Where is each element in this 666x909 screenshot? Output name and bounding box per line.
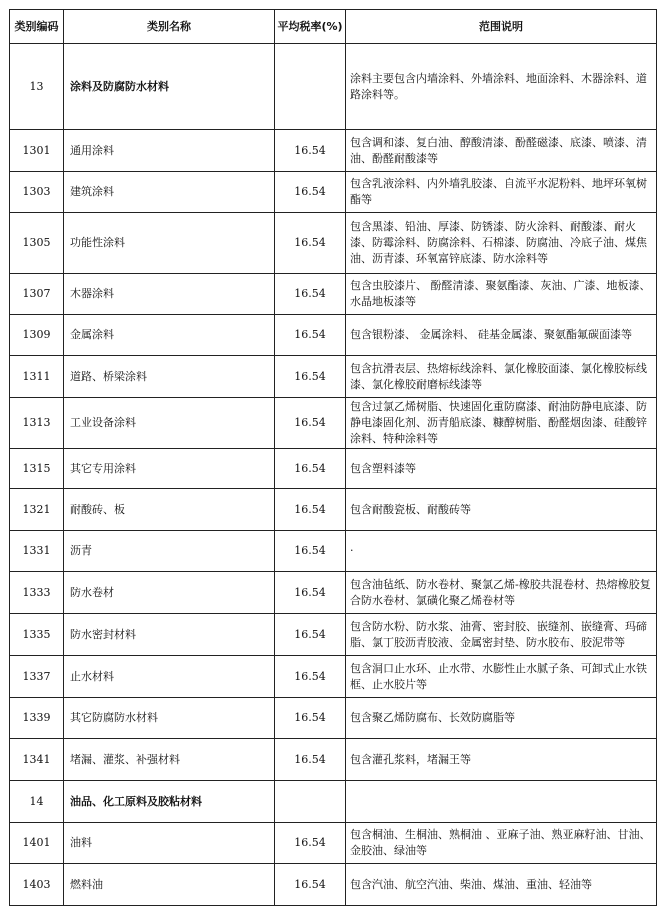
category-row [10, 44, 657, 130]
table-row [10, 449, 657, 489]
row-code: 1305 [10, 213, 64, 274]
table-row [10, 356, 657, 398]
row-code: 1333 [10, 572, 64, 614]
row-description: 包含塑料漆等 [346, 449, 657, 489]
row-rate [275, 781, 346, 823]
row-name: 防水卷材 [64, 572, 275, 614]
table-row [10, 315, 657, 356]
row-description: 包含调和漆、复白油、醇酸清漆、酚醛磁漆、底漆、喷漆、清油、酚醛耐酸漆等 [346, 130, 657, 172]
table-row [10, 572, 657, 614]
table-row [10, 531, 657, 572]
row-code: 1339 [10, 698, 64, 739]
row-rate: 16.54 [275, 489, 346, 531]
row-description: 包含银粉漆、 金属涂料、 硅基金属漆、聚氨酯氟碳面漆等 [346, 315, 657, 356]
header-name: 类别名称 [64, 10, 275, 44]
row-rate: 16.54 [275, 172, 346, 213]
row-code: 1311 [10, 356, 64, 398]
table-row [10, 614, 657, 656]
row-code: 13 [10, 44, 64, 130]
row-description: 涂料主要包含内墙涂料、外墙涂料、地面涂料、木器涂料、道路涂料等。 [346, 44, 657, 130]
table-row [10, 213, 657, 274]
row-name: 木器涂料 [64, 274, 275, 315]
row-rate: 16.54 [275, 572, 346, 614]
row-code: 1309 [10, 315, 64, 356]
row-name: 功能性涂料 [64, 213, 275, 274]
row-code: 1315 [10, 449, 64, 489]
table-row [10, 130, 657, 172]
row-description: · [346, 531, 657, 572]
row-rate: 16.54 [275, 213, 346, 274]
table-row [10, 274, 657, 315]
row-rate: 16.54 [275, 656, 346, 698]
row-description: 包含黑漆、铅油、厚漆、防锈漆、防火涂料、耐酸漆、耐火漆、防霉涂料、防腐涂料、石棉漆、防腐油、冷底子油、煤焦油、沥青漆、环氧富锌底漆、防水涂料等 [346, 213, 657, 274]
row-rate: 16.54 [275, 315, 346, 356]
table-row [10, 864, 657, 906]
header-row [10, 10, 657, 44]
row-rate: 16.54 [275, 614, 346, 656]
row-name: 道路、桥梁涂料 [64, 356, 275, 398]
row-name: 防水密封材料 [64, 614, 275, 656]
row-description: 包含抗滑表层、热熔标线涂料、氯化橡胶面漆、氯化橡胶标线漆、氯化橡胶耐磨标线漆等 [346, 356, 657, 398]
row-code: 1401 [10, 823, 64, 864]
row-name: 工业设备涂料 [64, 398, 275, 449]
row-code: 1335 [10, 614, 64, 656]
row-description: 包含灌孔浆料，堵漏王等 [346, 739, 657, 781]
header-code: 类别编码 [10, 10, 64, 44]
header-rate: 平均税率(%) [275, 10, 346, 44]
table-body [10, 44, 657, 906]
table-row [10, 489, 657, 531]
row-description: 包含虫胶漆片、 酚醛清漆、聚氨酯漆、灰油、广漆、地板漆、水晶地板漆等 [346, 274, 657, 315]
row-description: 包含过氯乙烯树脂、快速固化重防腐漆、耐油防静电底漆、防静电漆固化剂、沥青船底漆、糠醇树脂、酚醛烟囱漆、硅酸锌涂料、特种涂料等 [346, 398, 657, 449]
tax-rate-table [9, 9, 657, 906]
row-rate: 16.54 [275, 864, 346, 906]
row-rate: 16.54 [275, 274, 346, 315]
row-name: 油品、化工原料及胶粘材料 [64, 781, 275, 823]
table-row [10, 739, 657, 781]
row-rate: 16.54 [275, 130, 346, 172]
row-name: 通用涂料 [64, 130, 275, 172]
row-description: 包含乳液涂料、内外墙乳胶漆、自流平水泥粉料、地坪环氧树酯等 [346, 172, 657, 213]
row-description: 包含防水粉、防水浆、油膏、密封胶、嵌缝剂、嵌缝膏、玛碲脂、氯丁胶沥青胶液、金属密封垫、防水胶布、胶泥带等 [346, 614, 657, 656]
row-code: 14 [10, 781, 64, 823]
table-row [10, 172, 657, 213]
row-description: 包含桐油、生桐油、熟桐油 、亚麻子油、熟亚麻籽油、甘油、金胶油、绿油等 [346, 823, 657, 864]
row-rate: 16.54 [275, 698, 346, 739]
row-name: 建筑涂料 [64, 172, 275, 213]
row-rate: 16.54 [275, 449, 346, 489]
table-row [10, 656, 657, 698]
row-name: 金属涂料 [64, 315, 275, 356]
category-row [10, 781, 657, 823]
row-rate: 16.54 [275, 398, 346, 449]
row-code: 1337 [10, 656, 64, 698]
row-description: 包含汽油、航空汽油、柴油、煤油、重油、轻油等 [346, 864, 657, 906]
row-description [346, 781, 657, 823]
row-name: 沥青 [64, 531, 275, 572]
row-rate: 16.54 [275, 823, 346, 864]
row-code: 1301 [10, 130, 64, 172]
row-description: 包含聚乙烯防腐布、长效防腐脂等 [346, 698, 657, 739]
row-description: 包含耐酸瓷板、耐酸砖等 [346, 489, 657, 531]
table-row [10, 823, 657, 864]
row-rate: 16.54 [275, 356, 346, 398]
row-code: 1313 [10, 398, 64, 449]
header-desc: 范围说明 [346, 10, 657, 44]
row-code: 1303 [10, 172, 64, 213]
row-name: 堵漏、灌浆、补强材料 [64, 739, 275, 781]
row-code: 1403 [10, 864, 64, 906]
row-rate: 16.54 [275, 531, 346, 572]
row-name: 耐酸砖、板 [64, 489, 275, 531]
row-code: 1321 [10, 489, 64, 531]
row-code: 1331 [10, 531, 64, 572]
row-description: 包含油毡纸、防水卷材、聚氯乙烯-橡胶共混卷材、热熔橡胶复合防水卷材、氯磺化聚乙烯卷材等 [346, 572, 657, 614]
row-rate: 16.54 [275, 739, 346, 781]
row-description: 包含洞口止水环、止水带、水膨性止水腻子条、可卸式止水铁框、止水胶片等 [346, 656, 657, 698]
row-rate [275, 44, 346, 130]
row-name: 其它防腐防水材料 [64, 698, 275, 739]
row-code: 1307 [10, 274, 64, 315]
row-name: 其它专用涂料 [64, 449, 275, 489]
table-row [10, 698, 657, 739]
row-name: 油料 [64, 823, 275, 864]
row-code: 1341 [10, 739, 64, 781]
row-name: 涂料及防腐防水材料 [64, 44, 275, 130]
table-row [10, 398, 657, 449]
row-name: 燃料油 [64, 864, 275, 906]
row-name: 止水材料 [64, 656, 275, 698]
